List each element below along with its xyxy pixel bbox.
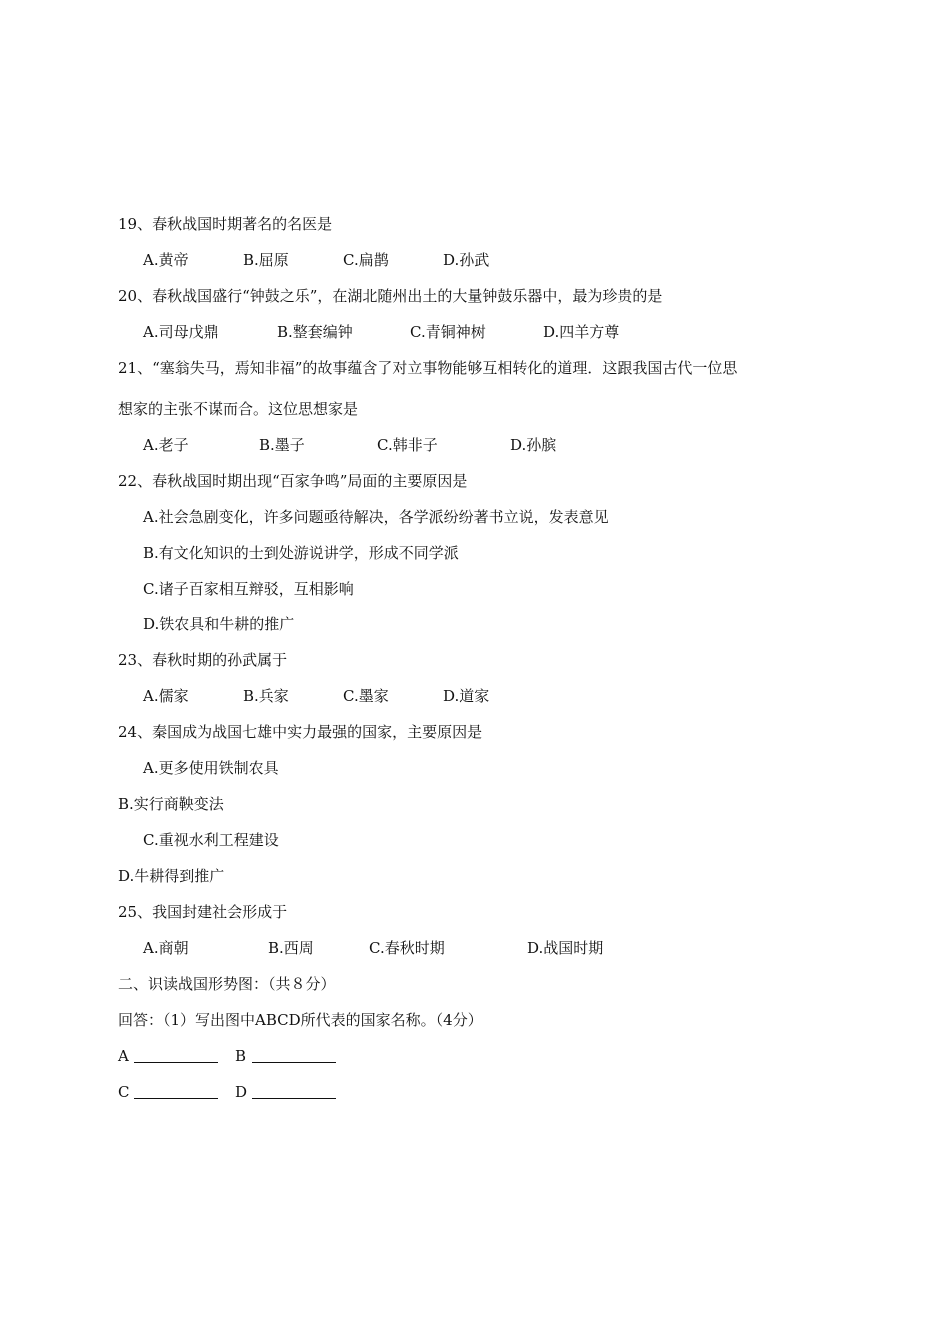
- q25-option-b: B.西周: [268, 939, 314, 957]
- q19-option-d: D.孙武: [443, 251, 490, 269]
- q20-option-b: B.整套编钟: [277, 323, 353, 341]
- answer-label-b: B: [235, 1047, 247, 1065]
- q20-option-c: C.青铜神树: [410, 323, 486, 341]
- q23-stem: 23、春秋时期的孙武属于: [118, 651, 288, 669]
- q23-option-d: D.道家: [443, 687, 490, 705]
- q24-option-d: D.牛耕得到推广: [118, 867, 225, 885]
- q25-option-d: D.战国时期: [527, 939, 604, 957]
- q25-option-c: C.春秋时期: [369, 939, 445, 957]
- q25-option-a: A.商朝: [143, 939, 189, 957]
- q21-option-b: B.墨子: [259, 436, 305, 454]
- q19-stem: 19、春秋战国时期著名的名医是: [118, 215, 333, 233]
- q21-stem-line2: 想家的主张不谋而合。这位思想家是: [118, 400, 359, 418]
- section2-title: 二、识读战国形势图：（共８分）: [118, 975, 336, 993]
- q22-option-a: A.社会急剧变化，许多问题亟待解决，各学派纷纷著书立说，发表意见: [143, 508, 609, 526]
- q24-option-b: B.实行商鞅变法: [118, 795, 224, 813]
- q19-option-a: A.黄帝: [143, 251, 189, 269]
- answer-blank-b[interactable]: [252, 1046, 336, 1063]
- answer-label-a: A: [118, 1047, 129, 1065]
- q24-stem: 24、秦国成为战国七雄中实力最强的国家，主要原因是: [118, 723, 483, 741]
- answer-blank-d[interactable]: [252, 1082, 336, 1099]
- q19-option-c: C.扁鹊: [343, 251, 389, 269]
- q21-option-d: D.孙膑: [510, 436, 557, 454]
- answer-blank-c[interactable]: [134, 1082, 218, 1099]
- q25-stem: 25、我国封建社会形成于: [118, 903, 288, 921]
- section2-prompt: 回答：（1）写出图中ABCD所代表的国家名称。（4分）: [118, 1011, 483, 1029]
- q20-stem: 20、春秋战国盛行“钟鼓之乐”，在湖北随州出土的大量钟鼓乐器中，最为珍贵的是: [118, 287, 663, 305]
- answer-label-c: C: [118, 1083, 130, 1101]
- q22-stem: 22、春秋战国时期出现“百家争鸣”局面的主要原因是: [118, 472, 468, 490]
- answer-label-d: D: [235, 1083, 248, 1101]
- q23-option-b: B.兵家: [243, 687, 289, 705]
- q21-stem-line1: 21、“塞翁失马，焉知非福”的故事蕴含了对立事物能够互相转化的道理．这跟我国古代一位思: [118, 359, 738, 377]
- q21-option-a: A.老子: [143, 436, 189, 454]
- q20-option-a: A.司母戊鼎: [143, 323, 219, 341]
- q24-option-a: A.更多使用铁制农具: [143, 759, 279, 777]
- q24-option-c: C.重视水利工程建设: [143, 831, 279, 849]
- q22-option-b: B.有文化知识的士到处游说讲学，形成不同学派: [143, 544, 459, 562]
- q20-option-d: D.四羊方尊: [543, 323, 620, 341]
- answer-blank-a[interactable]: [134, 1046, 218, 1063]
- q23-option-a: A.儒家: [143, 687, 189, 705]
- q21-option-c: C.韩非子: [377, 436, 438, 454]
- q19-option-b: B.屈原: [243, 251, 289, 269]
- q22-option-d: D.铁农具和牛耕的推广: [143, 615, 295, 633]
- q23-option-c: C.墨家: [343, 687, 389, 705]
- q22-option-c: C.诸子百家相互辩驳，互相影响: [143, 580, 354, 598]
